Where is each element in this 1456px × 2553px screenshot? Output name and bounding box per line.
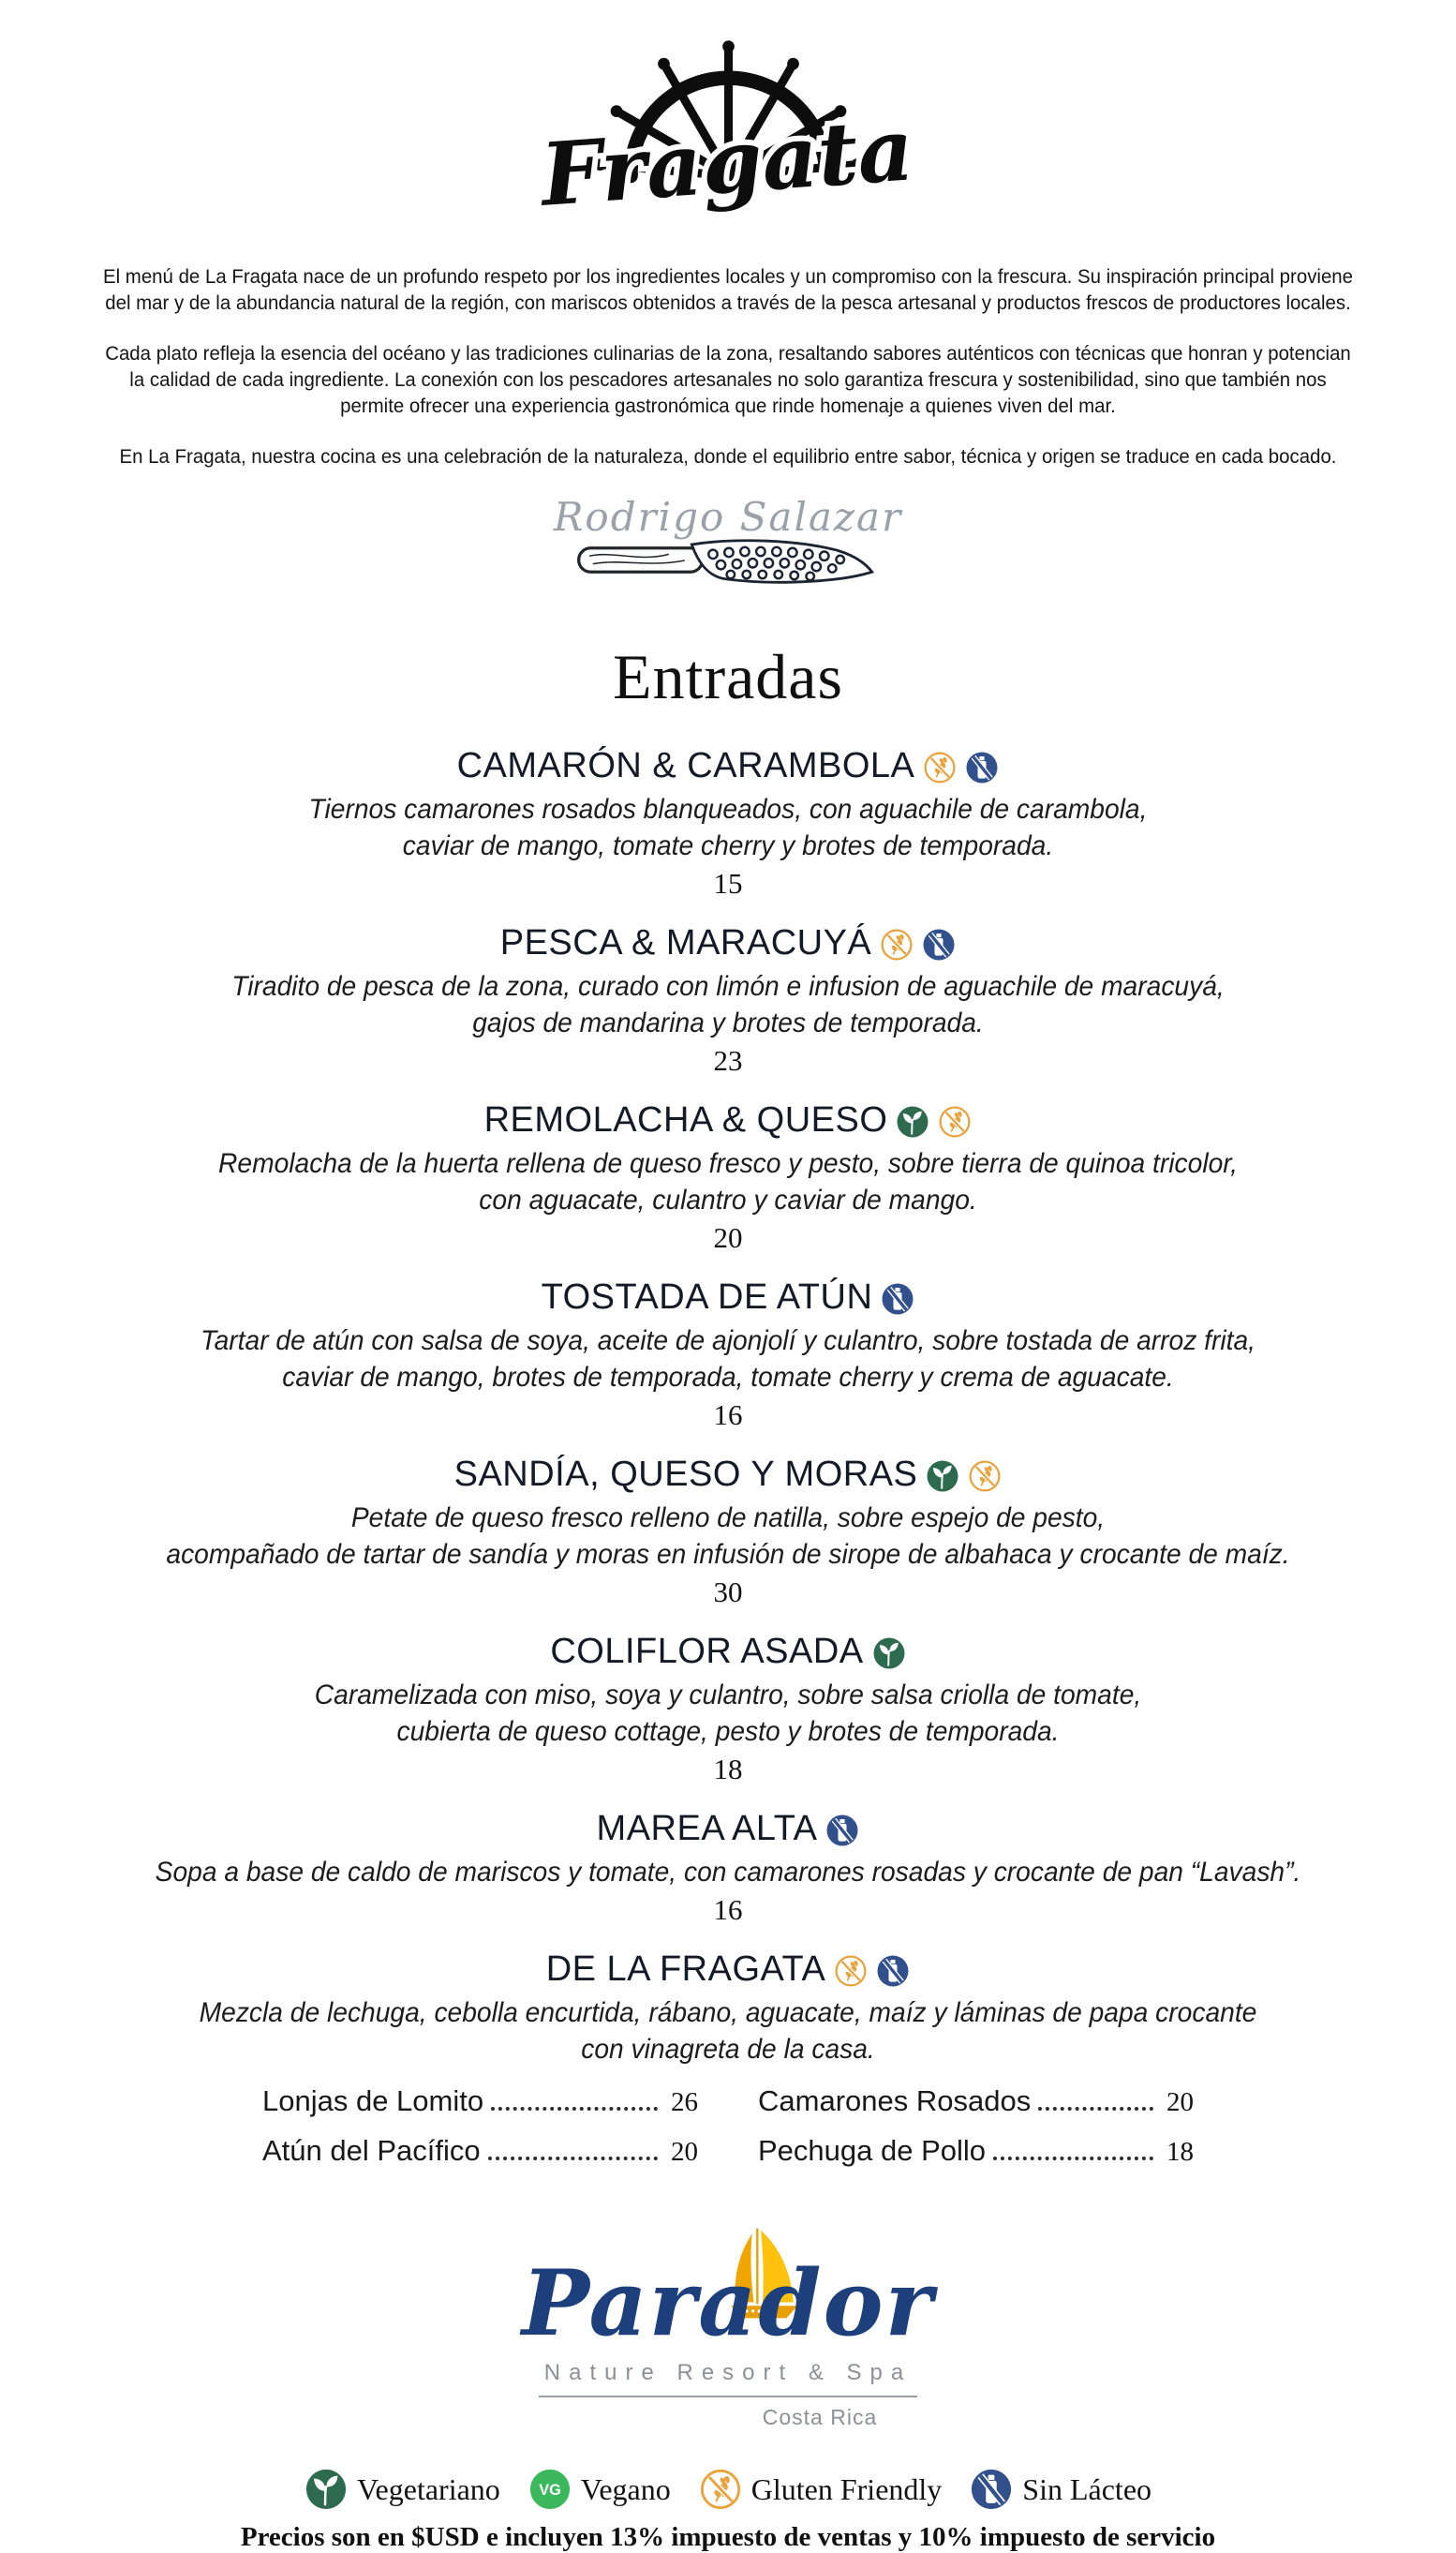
chef-name: Rodrigo Salazar [553,494,903,540]
price-disclaimer: Precios son en $USD e incluyen 13% impuesto de ventas y 10% impuesto de servicio [240,2522,1216,2552]
menu-item [0,1632,1456,1786]
legend-item [528,2468,671,2511]
item-title-row [0,1100,1456,1141]
item-price: 16 [713,1893,743,1926]
item-name: DE LA FRAGATA [545,1949,826,1989]
item-name: PESCA & MARACUYÁ [499,923,872,963]
item-title-row [0,1632,1456,1672]
item-description [44,1677,1413,1750]
description-line: caviar de mango, tomate cherry y brotes de temporada. [402,830,1054,861]
addon-options [0,2084,1456,2169]
intro-paragraph [37,443,1419,470]
gluten-friendly-icon [968,1459,1002,1493]
menu-item [0,1455,1456,1609]
vegano-icon [528,2468,572,2511]
menu-item [0,1100,1456,1255]
gluten-friendly-icon [880,928,914,962]
description-line: cubierta de queso cottage, pesto y brotes de temporada. [396,1716,1060,1747]
intro-line: El menú de La Fragata nace de un profundo respeto por los ingredientes locales y un compromiso con la frescura. Su inspiración principal proviene [102,265,1354,288]
addon-price: 26 [671,2087,698,2117]
gluten-friendly-icon [699,2468,742,2511]
menu-items [0,746,1456,2169]
description-line: Tiradito de pesca de la zona, curado con limón e infusion de aguachile de maracuyá, [231,971,1225,1002]
parador-wordmark: Parador [521,2250,935,2356]
intro-line: la calidad de cada ingrediente. La conexión con los pescadores artesanales no solo garantiza frescura y sostenibilidad, sino que también nos [129,368,1327,391]
dotted-leader [1038,2107,1153,2111]
addon-row [758,2084,1194,2119]
description-line: Remolacha de la huerta rellena de queso fresco y pesto, sobre tierra de quinoa tricolor, [218,1148,1238,1179]
description-line: Petate de queso fresco relleno de natilla, sobre espejo de pesto, [350,1502,1106,1533]
intro-line: permite ofrecer una experiencia gastronómica que rinde homenaje a quienes viven del mar. [340,395,1116,417]
item-description [44,791,1413,864]
addon-price: 20 [1166,2087,1194,2117]
item-description [44,968,1413,1041]
item-title-row [0,1277,1456,1318]
item-title-row [0,923,1456,963]
item-name: REMOLACHA & QUESO [483,1100,888,1140]
legend-item [305,2468,500,2511]
intro-paragraph [37,263,1419,316]
parador-logo [0,2225,1456,2430]
vegetariano-icon [926,1459,959,1493]
item-price: 23 [713,1044,743,1077]
legend-label: Vegano [580,2471,671,2506]
logo-text: Fragata [537,98,917,226]
gluten-friendly-icon [938,1105,972,1139]
gluten-friendly-icon [923,751,957,784]
intro-line: Cada plato refleja la esencia del océano y las tradiciones culinarias de la zona, resaltando sabores auténticos con técnicas que honran y potencian [105,342,1351,365]
addon-name: Atún del Pacífico [262,2134,481,2167]
sin-lacteo-icon [881,1282,914,1316]
legend-label: Gluten Friendly [750,2471,943,2506]
menu-item [0,1277,1456,1432]
legend-item [970,2468,1151,2511]
addon-name: Lonjas de Lomito [262,2084,484,2117]
item-description [44,1322,1413,1396]
dietary-legend [0,2468,1456,2511]
dotted-leader [993,2157,1153,2160]
intro-line: En La Fragata, nuestra cocina es una celebración de la naturaleza, donde el equilibrio entre sabor, técnica y origen se traduce en cada bocado. [119,445,1337,468]
item-title-row [0,746,1456,786]
item-title-row [0,1949,1456,1990]
item-price: 30 [713,1575,743,1608]
dotted-leader [491,2107,658,2111]
restaurant-logo [0,0,1456,239]
description-line: acompañado de tartar de sandía y moras en infusión de sirope de albahaca y crocante de maíz. [166,1539,1290,1570]
item-description [44,1145,1413,1218]
description-line: Tartar de atún con salsa de soya, aceite de ajonjolí y culantro, sobre tostada de arroz frita, [200,1325,1256,1356]
logo-wordmark [466,98,990,239]
addon-name: Camarones Rosados [758,2084,1032,2117]
sin-lacteo-icon [876,1954,910,1988]
addon-name: Pechuga de Pollo [758,2134,987,2167]
item-title-row [0,1455,1456,1495]
chef-signature [0,494,1456,608]
dotted-leader [488,2157,658,2160]
section-title: Entradas [613,641,843,712]
addon-row [262,2084,698,2119]
addon-price: 20 [671,2137,698,2167]
gluten-friendly-icon [834,1954,868,1988]
item-description [44,1854,1413,1890]
addon-row [262,2134,698,2169]
item-name: MAREA ALTA [596,1809,818,1848]
item-price: 16 [713,1398,743,1431]
item-name: COLIFLOR ASADA [550,1632,864,1671]
sin-lacteo-icon [970,2468,1013,2511]
menu-item [0,746,1456,901]
legend-label: Vegetariano [356,2471,500,2506]
intro [37,263,1419,470]
legend-item [699,2468,943,2511]
description-line: caviar de mango, brotes de temporada, tomate cherry y crema de aguacate. [282,1362,1174,1393]
sin-lacteo-icon [965,751,999,784]
description-line: con vinagreta de la casa. [581,2034,875,2065]
description-line: con aguacate, culantro y caviar de mango. [479,1185,977,1216]
menu-item [0,1949,1456,2169]
addon-row [758,2134,1194,2169]
item-name: SANDÍA, QUESO Y MORAS [453,1455,918,1494]
item-description [44,1500,1413,1573]
sin-lacteo-icon [825,1814,859,1847]
description-line: gajos de mandarina y brotes de temporada. [472,1008,984,1038]
description-line: Sopa a base de caldo de mariscos y tomate, con camarones rosadas y crocante de pan “Lavash”. [155,1857,1301,1888]
legend-label: Sin Lácteo [1022,2471,1152,2506]
item-price: 20 [713,1221,743,1254]
vegetariano-icon [872,1636,906,1670]
vegetariano-icon [305,2468,348,2511]
intro-line: del mar y de la abundancia natural de la región, con mariscos obtenidos a través de la pesca artesanal y productos frescos de productores locales. [105,291,1351,314]
menu-item [0,923,1456,1078]
item-title-row [0,1809,1456,1849]
description-line: Mezcla de lechuga, cebolla encurtida, rábano, aguacate, maíz y láminas de papa crocante [199,1997,1257,2028]
item-name: CAMARÓN & CARAMBOLA [456,746,915,785]
vegetariano-icon [896,1105,929,1139]
description-line: Caramelizada con miso, soya y culantro, sobre salsa criolla de tomate, [314,1680,1142,1710]
item-name: TOSTADA DE ATÚN [541,1277,873,1317]
sin-lacteo-icon [922,928,956,962]
item-price: 15 [713,867,743,900]
intro-paragraph [37,340,1419,419]
parador-subtitle: Nature Resort & Spa [539,2356,917,2397]
addon-price: 18 [1166,2137,1194,2167]
item-price: 18 [713,1753,743,1785]
description-line: Tiernos camarones rosados blanqueados, con aguachile de carambola, [308,794,1148,825]
parador-country: Costa Rica [762,2405,878,2429]
menu-item [0,1809,1456,1927]
item-description [44,1994,1413,2068]
